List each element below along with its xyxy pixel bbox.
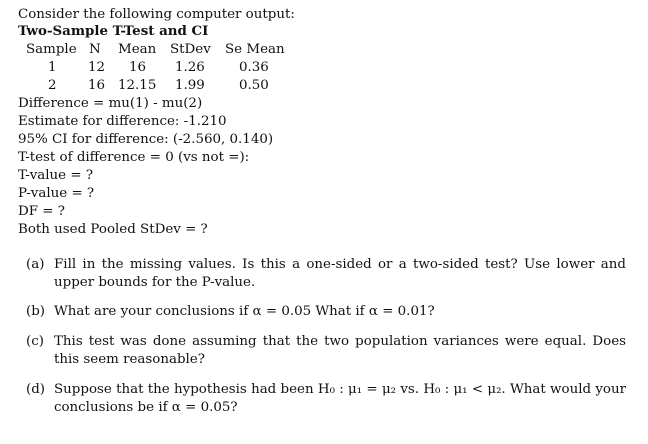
table-header-stdev: StDev <box>170 42 211 57</box>
output-line-tvalue: T-value = ? <box>18 168 94 183</box>
table-header-mean: Mean <box>118 42 157 57</box>
table-cell: 12.15 <box>118 78 157 93</box>
output-line-pvalue: P-value = ? <box>18 186 95 201</box>
table-cell: 1.99 <box>175 78 205 93</box>
table-cell: 16 <box>88 78 106 93</box>
output-line-pooled: Both used Pooled StDev = ? <box>18 222 208 237</box>
table-cell: 0.36 <box>239 60 269 75</box>
table-cell: 0.50 <box>239 78 269 93</box>
table-header-semean: Se Mean <box>225 42 285 57</box>
table-header-n: N <box>89 42 101 57</box>
question-label: (d) <box>26 382 46 397</box>
question-label: (c) <box>26 334 44 349</box>
question-label: (a) <box>26 257 45 272</box>
output-line-estimate: Estimate for difference: -1.210 <box>18 114 227 129</box>
question-text: This test was done assuming that the two population variances were equal. Does this seem reasonable? <box>54 334 626 367</box>
output-line-ci: 95% CI for difference: (-2.560, 0.140) <box>18 132 274 147</box>
table-header-sample: Sample <box>26 42 77 57</box>
table-cell: 12 <box>88 60 106 75</box>
output-line-df: DF = ? <box>18 204 65 219</box>
table-cell: 2 <box>48 78 57 93</box>
question-label: (b) <box>26 304 46 319</box>
question-text: What are your conclusions if α = 0.05 What if α = 0.01? <box>54 304 435 319</box>
question-text: Fill in the missing values. Is this a one-sided or a two-sided test? Use lower and upper bounds for the P-value. <box>54 257 626 290</box>
output-line-ttest: T-test of difference = 0 (vs not =): <box>18 150 250 165</box>
output-line-difference: Difference = mu(1) - mu(2) <box>18 96 203 111</box>
table-cell: 1.26 <box>175 60 205 75</box>
intro-text: Consider the following computer output: <box>18 7 295 22</box>
table-cell: 16 <box>129 60 147 75</box>
question-text: Suppose that the hypothesis had been H₀ : μ₁ = μ₂ vs. H₀ : μ₁ < μ₂. What would your conclusions be if α = 0.05? <box>54 382 626 415</box>
output-title: Two-Sample T-Test and CI <box>18 23 209 39</box>
table-cell: 1 <box>48 60 57 75</box>
